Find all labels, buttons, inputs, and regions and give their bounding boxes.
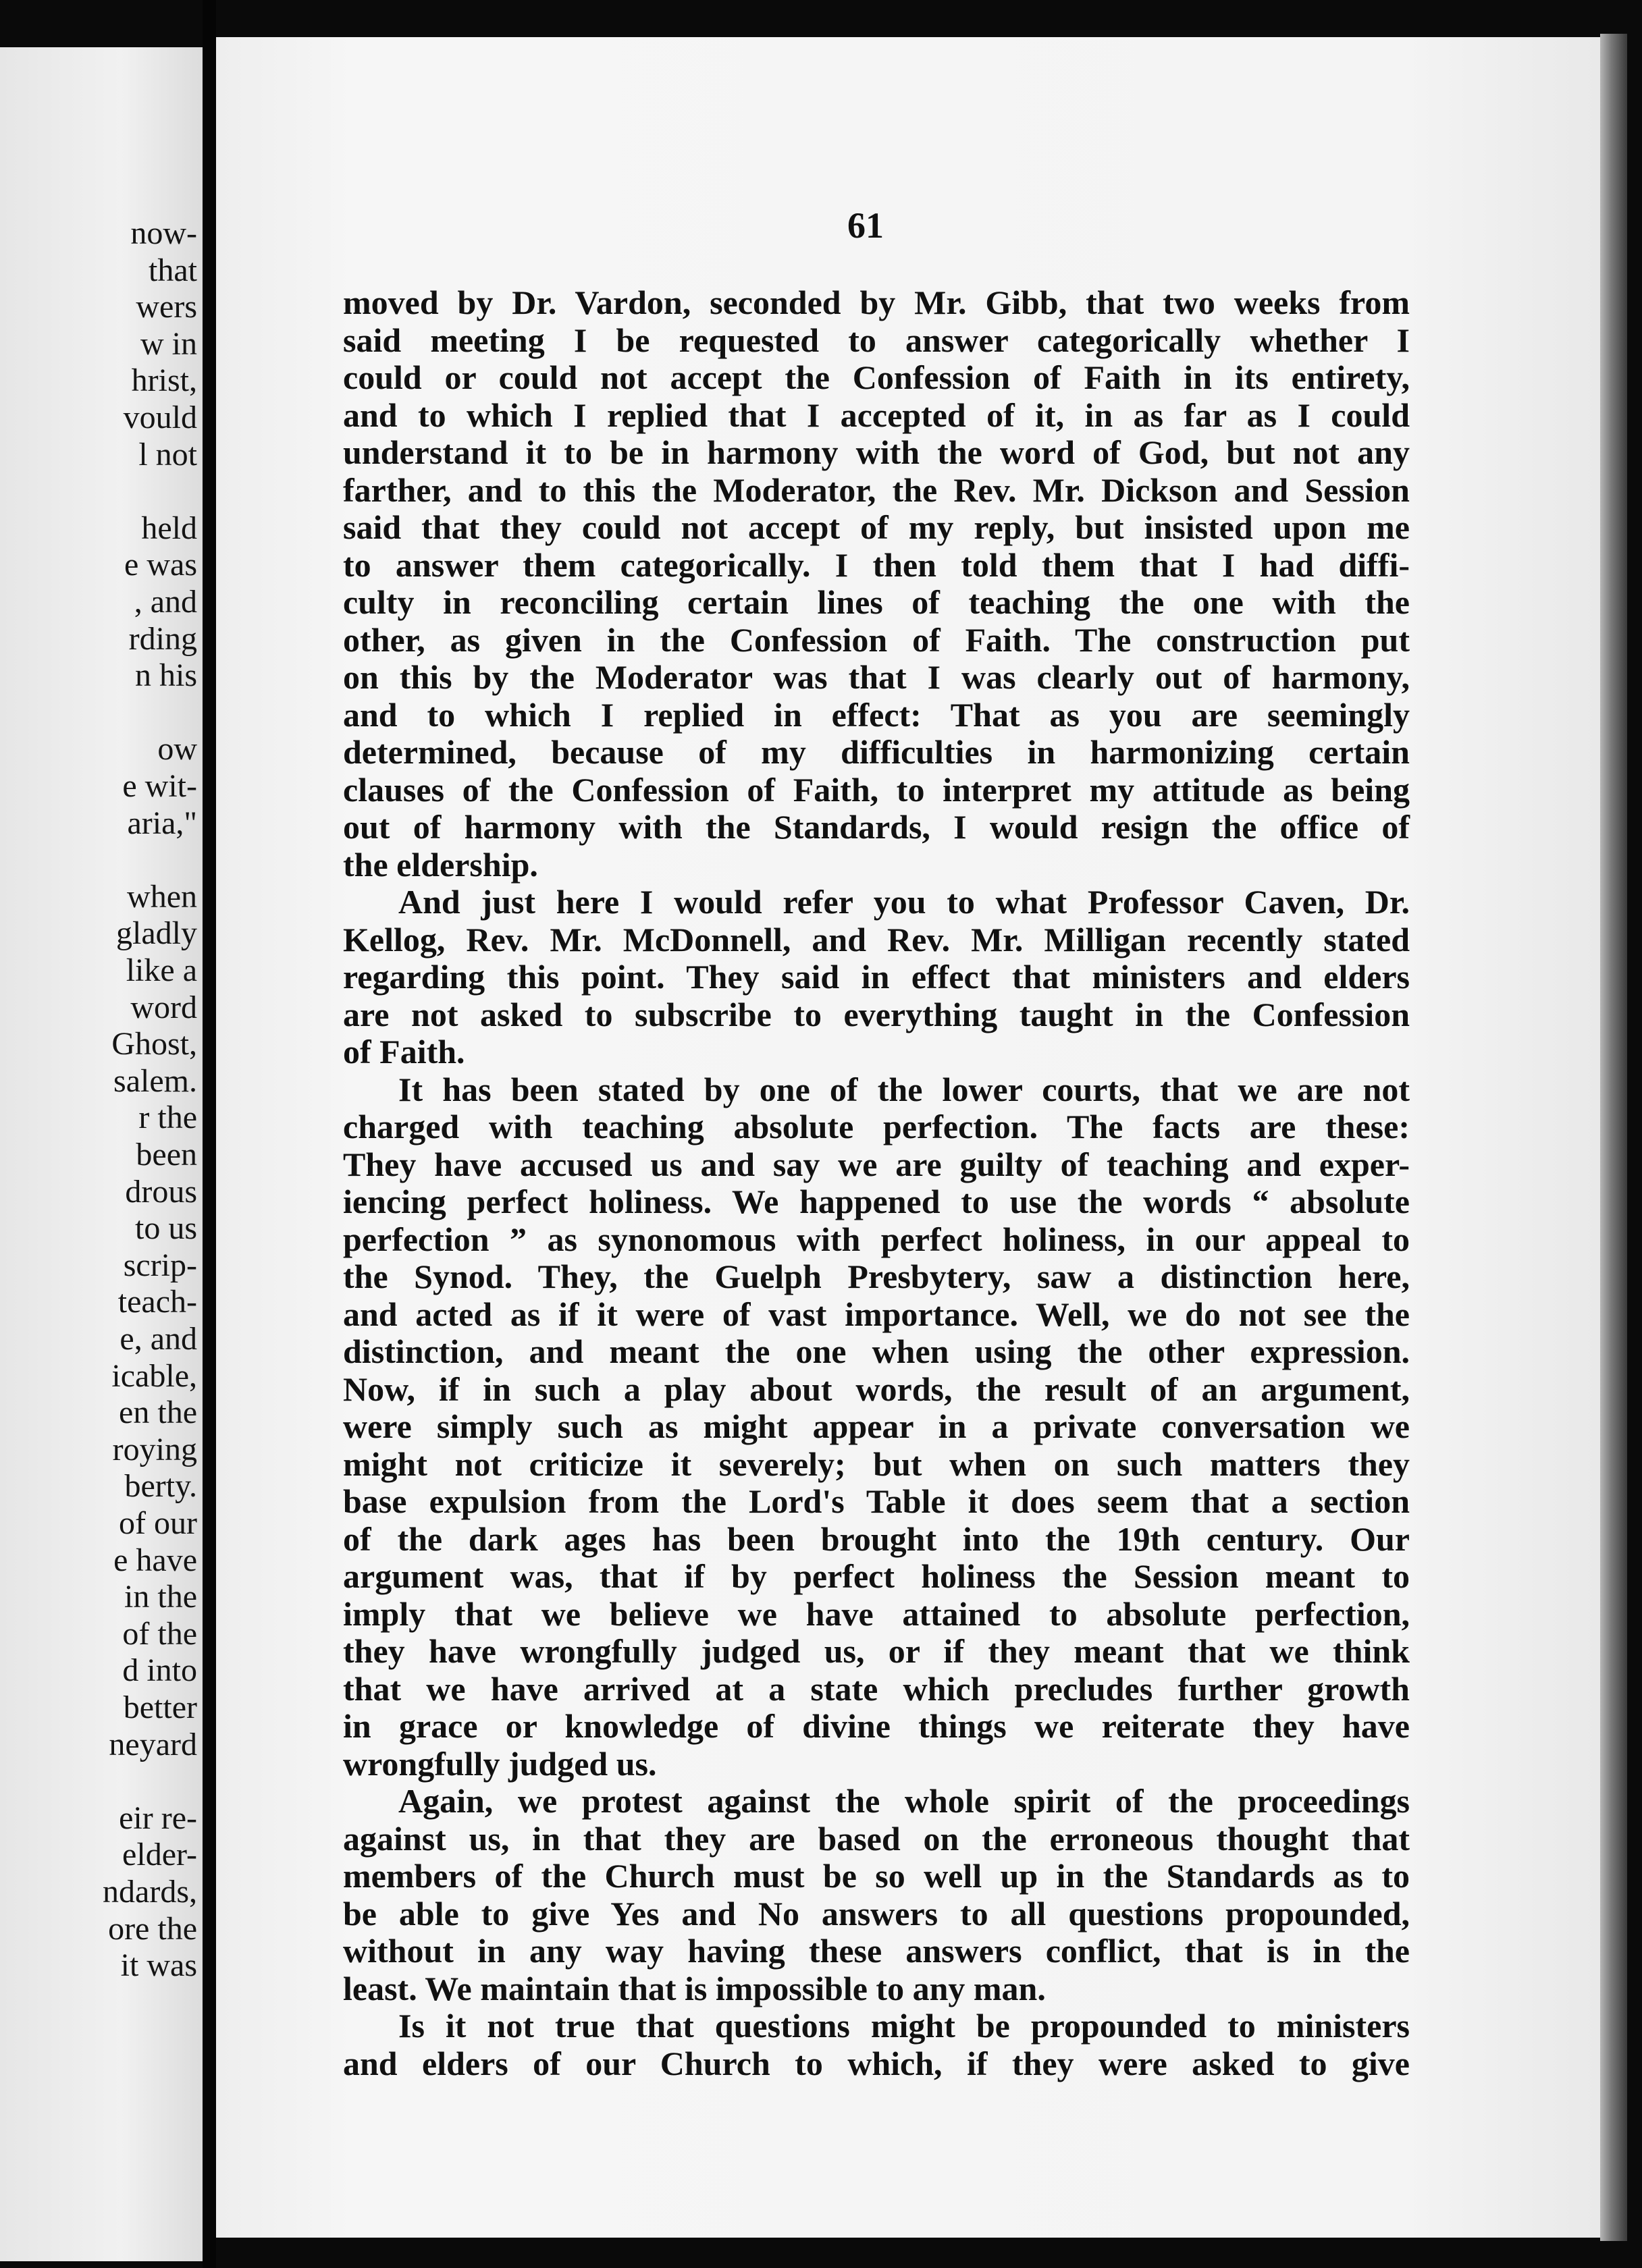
text-line: could or could not accept the Confession of Faith in its entirety,: [343, 358, 1410, 396]
left-page-line: ore the: [108, 1910, 197, 1947]
left-page-line: of the: [122, 1615, 197, 1652]
text-line: understand it to be in harmony with the word of God, but not any: [343, 433, 1410, 471]
left-page-line: like a: [126, 952, 197, 988]
left-page-line: eir re-: [119, 1800, 197, 1836]
left-page-line: Ghost,: [111, 1026, 197, 1062]
text-line: least. We maintain that is impossible to any man.: [343, 1969, 1046, 2007]
left-page-line: e was: [124, 547, 197, 583]
left-page-line: d into: [122, 1652, 197, 1689]
text-line: are not asked to subscribe to everything taught in the Confession: [343, 995, 1410, 1033]
text-line: perfection ” as synonomous with perfect holiness, in our appeal to: [343, 1220, 1410, 1258]
left-page-line: when: [127, 878, 197, 915]
left-page-line: ndards,: [103, 1874, 197, 1910]
left-page-line: to us: [134, 1210, 197, 1247]
text-line: in grace or knowledge of divine things we reiterate they have: [343, 1707, 1410, 1745]
text-line: And just here I would refer you to what Professor Caven, Dr.: [398, 883, 1410, 921]
text-line: to answer them categorically. I then told them that I had diffi-: [343, 545, 1410, 584]
left-page-line: e wit-: [122, 768, 197, 804]
text-line: and to which I replied that I accepted of it, in as far as I could: [343, 396, 1410, 434]
text-line: Kellog, Rev. Mr. McDonnell, and Rev. Mr. Milligan recently stated: [343, 920, 1410, 959]
text-line: determined, because of my difficulties in harmonizing certain: [343, 733, 1410, 771]
left-page-line: teach-: [117, 1284, 197, 1320]
left-page-line: rding: [128, 620, 197, 657]
text-line: charged with teaching absolute perfection. The facts are these:: [343, 1108, 1410, 1145]
text-line: Again, we protest against the whole spirit of the proceedings: [398, 1782, 1410, 1820]
left-page-line: of our: [119, 1505, 197, 1541]
text-line: Is it not true that questions might be propounded to ministers: [398, 2007, 1410, 2045]
text-line: the Synod. They, the Guelph Presbytery, saw a distinction here,: [343, 1258, 1410, 1295]
text-line: clauses of the Confession of Faith, to interpret my attitude as being: [343, 770, 1410, 809]
text-line: They have accused us and say we are guilty of teaching and exper-: [343, 1145, 1410, 1183]
page-edge-shadow: [1600, 34, 1627, 2241]
text-line: iencing perfect holiness. We happened to use the words “ absolute: [343, 1183, 1410, 1220]
text-line: base expulsion from the Lord's Table it does seem that a section: [343, 1482, 1410, 1520]
text-line: members of the Church must be so well up in the Standards as to: [343, 1857, 1410, 1895]
left-page-line: w in: [140, 325, 197, 362]
text-line: argument was, that if by perfect holiness the Session meant to: [343, 1557, 1410, 1595]
left-page-line: word: [130, 989, 197, 1025]
text-line: without in any way having these answers conflict, that is in the: [343, 1932, 1410, 1970]
left-page-line: en the: [119, 1395, 197, 1431]
left-page-line: neyard: [109, 1726, 197, 1762]
book-gutter: [203, 0, 216, 2268]
text-line: and elders of our Church to which, if they were asked to give: [343, 2044, 1410, 2082]
text-line: and to which I replied in effect: That as you are seemingly: [343, 695, 1410, 734]
left-page-line: elder-: [122, 1837, 197, 1873]
text-line: Now, if in such a play about words, the result of an argument,: [343, 1370, 1410, 1408]
text-line: moved by Dr. Vardon, seconded by Mr. Gibb, that two weeks from: [343, 284, 1410, 321]
left-page-line: icable,: [111, 1357, 197, 1394]
text-line: of Faith.: [343, 1033, 465, 1071]
text-line: they have wrongfully judged us, or if they meant that we think: [343, 1632, 1410, 1670]
left-page-line: been: [136, 1137, 197, 1172]
text-line: It has been stated by one of the lower courts, that we are not: [398, 1070, 1410, 1108]
text-line: that we have arrived at a state which precludes further growth: [343, 1669, 1410, 1708]
left-page-line: better: [123, 1690, 197, 1725]
left-page-line: , and: [134, 584, 197, 620]
text-line: regarding this point. They said in effect that ministers and elders: [343, 958, 1410, 996]
left-page-line: gladly: [116, 915, 197, 952]
left-page-line: now-: [130, 215, 197, 251]
text-line: might not criticize it severely; but when on such matters they: [343, 1444, 1410, 1483]
text-line: imply that we believe we have attained to absolute perfection,: [343, 1594, 1410, 1633]
left-page-line: ow: [157, 731, 197, 767]
left-page-line: l not: [138, 436, 197, 473]
page-number: 61: [847, 205, 884, 246]
text-line: against us, in that they are based on the erroneous thought that: [343, 1819, 1410, 1858]
text-line: were simply such as might appear in a private conversation we: [343, 1407, 1410, 1445]
left-page-line: drous: [125, 1173, 197, 1210]
left-page-line: e, and: [120, 1321, 197, 1357]
text-line: said that they could not accept of my reply, but insisted upon me: [343, 508, 1410, 546]
left-page-line: aria,": [127, 805, 197, 841]
left-page-line: hrist,: [131, 362, 197, 399]
left-page-line: in the: [124, 1579, 197, 1615]
left-page-line: salem.: [113, 1062, 197, 1099]
left-page-line: vould: [123, 400, 197, 435]
text-line: other, as given in the Confession of Faith. The construction put: [343, 620, 1410, 659]
left-page-line: r the: [138, 1100, 197, 1136]
text-line: culty in reconciling certain lines of teaching the one with the: [343, 583, 1410, 621]
left-page-line: n his: [134, 657, 197, 694]
left-page-line: roying: [112, 1431, 197, 1467]
left-page-line: berty.: [124, 1468, 197, 1505]
text-line: wrongfully judged us.: [343, 1744, 657, 1783]
text-line: the eldership.: [343, 845, 538, 884]
left-page-line: held: [141, 510, 197, 546]
left-page-line: it was: [120, 1947, 197, 1984]
left-page-line: that: [149, 252, 197, 288]
left-facing-page: [0, 47, 203, 2261]
text-line: of the dark ages has been brought into the 19th century. Our: [343, 1519, 1410, 1558]
text-line: on this by the Moderator was that I was clearly out of harmony,: [343, 658, 1410, 696]
left-page-line: e have: [113, 1542, 197, 1578]
text-line: out of harmony with the Standards, I would resign the office of: [343, 808, 1410, 846]
left-page-line: wers: [136, 289, 197, 325]
left-page-line: scrip-: [123, 1247, 197, 1283]
text-line: be able to give Yes and No answers to all questions propounded,: [343, 1894, 1410, 1933]
text-line: farther, and to this the Moderator, the Rev. Mr. Dickson and Session: [343, 470, 1410, 509]
text-line: distinction, and meant the one when using the other expression.: [343, 1332, 1410, 1370]
text-line: said meeting I be requested to answer categorically whether I: [343, 321, 1410, 359]
text-line: and acted as if it were of vast importance. Well, we do not see the: [343, 1295, 1410, 1333]
